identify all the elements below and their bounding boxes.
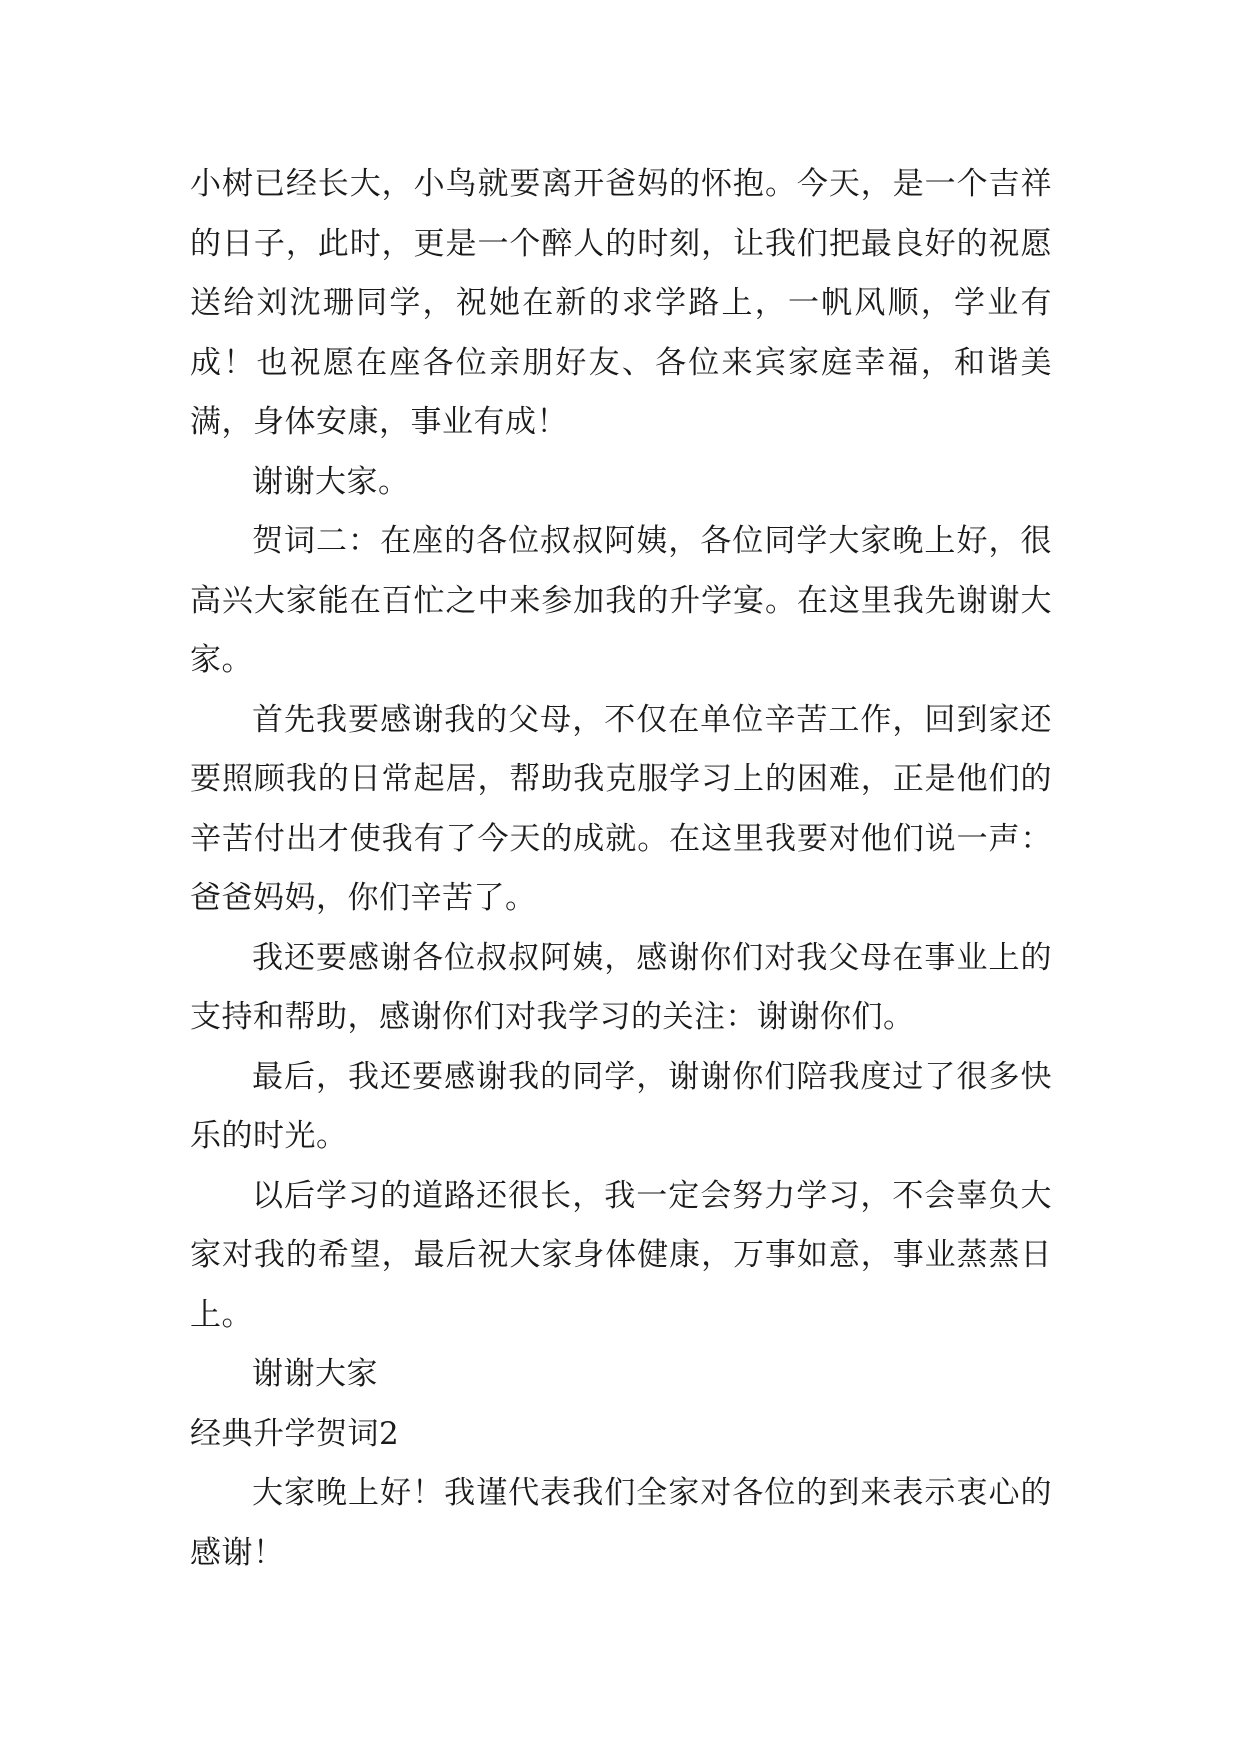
section-heading: 经典升学贺词2 bbox=[190, 1415, 400, 1452]
paragraph-speech-two-intro: 贺词二：在座的各位叔叔阿姨，各位同学大家晚上好，很高兴大家能在百忙之中来参加我的升学宴。在这里我先谢谢大家。 bbox=[190, 523, 1052, 678]
paragraph-greeting: 大家晚上好！我谨代表我们全家对各位的到来表示衷心的感谢！ bbox=[190, 1475, 1052, 1571]
paragraph-thank-parents: 首先我要感谢我的父母，不仅在单位辛苦工作，回到家还要照顾我的日常起居，帮助我克服学习上的困难，正是他们的辛苦付出才使我有了今天的成就。在这里我要对他们说一声：爸爸妈妈，你们辛苦了。 bbox=[190, 701, 1052, 916]
paragraph-closing-thanks: 谢谢大家 bbox=[252, 1356, 378, 1392]
paragraph-thank-classmates: 最后，我还要感谢我的同学，谢谢你们陪我度过了很多快乐的时光。 bbox=[190, 1058, 1052, 1154]
paragraph-thanks: 谢谢大家。 bbox=[252, 463, 410, 500]
paragraph-thank-elders: 我还要感谢各位叔叔阿姨，感谢你们对我父母在事业上的支持和帮助，感谢你们对我学习的关注：谢谢你们。 bbox=[190, 939, 1052, 1035]
paragraph-future: 以后学习的道路还很长，我一定会努力学习，不会辜负大家对我的希望，最后祝大家身体健康，万事如意，事业蒸蒸日上。 bbox=[190, 1177, 1052, 1333]
document-body bbox=[190, 155, 1052, 1583]
paragraph-opening: 小树已经长大，小鸟就要离开爸妈的怀抱。今天，是一个吉祥的日子，此时，更是一个醉人的时刻，让我们把最良好的祝愿送给刘沈珊同学，祝她在新的求学路上，一帆风顺，学业有成！也祝愿在座各位亲朋好友、各位来宾家庭幸福，和谐美满，身体安康，事业有成！ bbox=[190, 166, 1052, 440]
